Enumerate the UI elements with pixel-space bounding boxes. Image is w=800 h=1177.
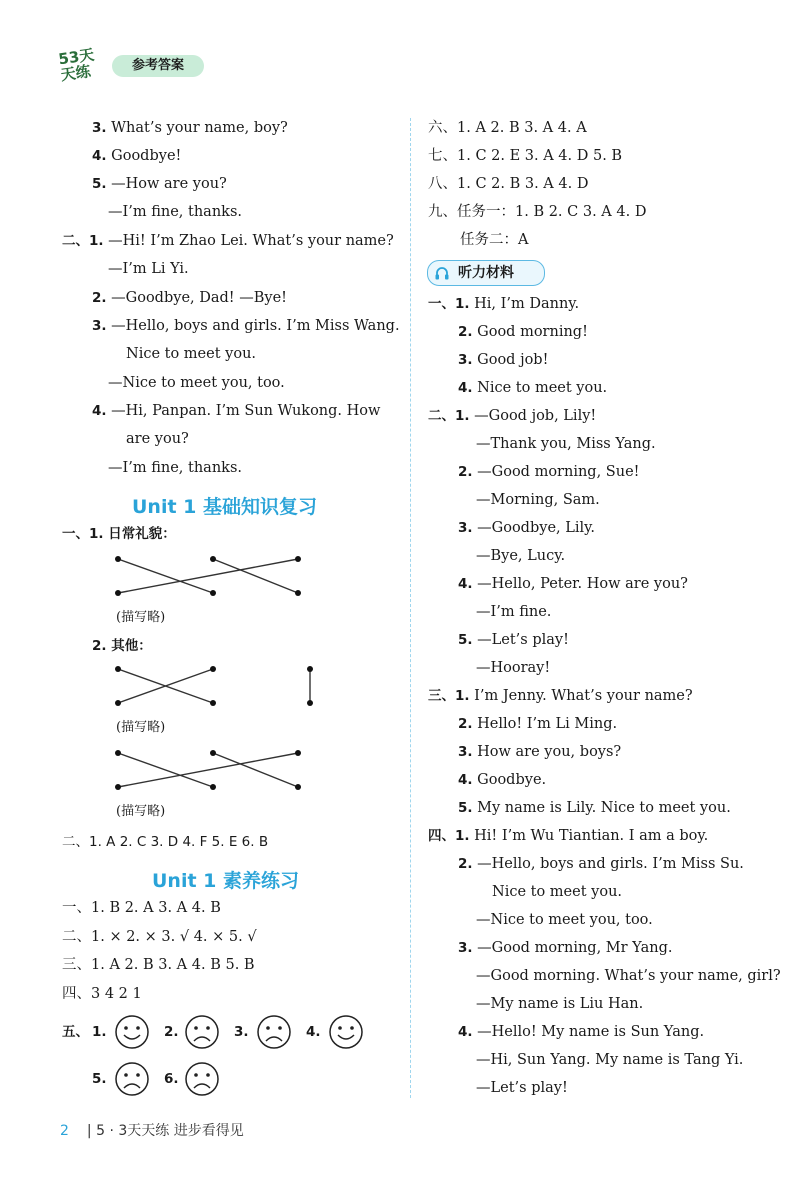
answer-row: 任务二：A — [460, 232, 529, 248]
listening-line: —Hi, Sun Yang. My name is Tang Yi. — [476, 1052, 744, 1068]
matching-lines-1 — [108, 550, 308, 600]
answer-line: —Nice to meet you, too. — [108, 375, 285, 391]
footer-slogan: | 5 · 3天天练 进步看得见 — [86, 1123, 244, 1139]
answer-row: 六、1. A 2. B 3. A 4. A — [428, 120, 587, 136]
answer-row: 二、1. A 2. C 3. D 4. F 5. E 6. B — [62, 834, 269, 850]
listening-line: —I’m fine. — [476, 604, 552, 620]
question-label: 2. 其他： — [92, 638, 152, 654]
answer-line: 二、1. —Hi! I’m Zhao Lei. What’s your name? — [62, 233, 394, 249]
happy-face-icon — [114, 1014, 150, 1050]
face-number: 2. — [164, 1024, 179, 1040]
listening-line: 2. Hello! I’m Li Ming. — [458, 716, 618, 732]
answer-line: —I’m fine, thanks. — [108, 460, 242, 476]
listening-line: 3. How are you, boys? — [458, 744, 622, 760]
answer-line: 4. —Hi, Panpan. I’m Sun Wukong. How — [92, 403, 381, 419]
note-text: (描写略) — [116, 610, 166, 625]
listening-line: 2. Good morning! — [458, 324, 588, 340]
note-text: (描写略) — [116, 720, 166, 735]
answer-line: Nice to meet you. — [126, 346, 257, 362]
listening-line: 二、1. —Good job, Lily! — [428, 408, 597, 424]
answer-row: 四、3 4 2 1 — [62, 986, 142, 1002]
page-number: 2 — [60, 1123, 69, 1139]
matching-lines-2 — [108, 660, 318, 710]
section-title-unit1-literacy: Unit 1 素养练习 — [152, 870, 299, 892]
sad-face-icon — [184, 1061, 220, 1097]
answer-row: 二、1. × 2. × 3. √ 4. × 5. √ — [62, 929, 257, 945]
answer-line: 4. Goodbye! — [92, 148, 182, 164]
listening-line: —Good morning. What’s your name, girl? — [476, 968, 781, 984]
listening-line: 5. My name is Lily. Nice to meet you. — [458, 800, 731, 816]
answer-line: —I’m fine, thanks. — [108, 204, 242, 220]
question-label: 一、1. 日常礼貌： — [62, 526, 176, 542]
listening-line: 三、1. I’m Jenny. What’s your name? — [428, 688, 693, 704]
listening-line: —Morning, Sam. — [476, 492, 600, 508]
face-number: 4. — [306, 1024, 321, 1040]
column-divider — [410, 118, 411, 1098]
listening-line: Nice to meet you. — [492, 884, 623, 900]
answer-line: —I’m Li Yi. — [108, 261, 189, 277]
answer-line: are you? — [126, 431, 189, 447]
note-text: (描写略) — [116, 804, 166, 819]
face-number: 1. — [92, 1024, 107, 1040]
matching-lines-3 — [108, 744, 308, 794]
listening-line: 2. —Hello, boys and girls. I’m Miss Su. — [458, 856, 744, 872]
listening-line: 4. —Hello, Peter. How are you? — [458, 576, 688, 592]
sad-face-icon — [114, 1061, 150, 1097]
sad-face-icon — [256, 1014, 292, 1050]
listening-line: 2. —Good morning, Sue! — [458, 464, 640, 480]
answer-row: 七、1. C 2. E 3. A 4. D 5. B — [428, 148, 623, 164]
listening-title: 听力材料 — [458, 265, 514, 281]
listening-line: —Thank you, Miss Yang. — [476, 436, 656, 452]
page-footer — [60, 1120, 244, 1140]
face-number: 3. — [234, 1024, 249, 1040]
answer-line: 2. —Goodbye, Dad! —Bye! — [92, 290, 287, 306]
listening-line: 4. Nice to meet you. — [458, 380, 608, 396]
sad-face-icon — [184, 1014, 220, 1050]
listening-line: 3. —Goodbye, Lily. — [458, 520, 596, 536]
listening-line: 3. —Good morning, Mr Yang. — [458, 940, 673, 956]
headphones-icon — [434, 265, 450, 281]
face-number: 6. — [164, 1071, 179, 1087]
answer-row: 九、任务一：1. B 2. C 3. A 4. D — [428, 204, 647, 220]
answer-line: 5. —How are you? — [92, 176, 227, 192]
section-title-unit1-basic: Unit 1 基础知识复习 — [132, 496, 317, 518]
answer-line: 3. —Hello, boys and girls. I’m Miss Wang. — [92, 318, 400, 334]
brand-logo: 53天天练 — [57, 45, 96, 85]
listening-materials-heading — [427, 260, 545, 286]
listening-line: —My name is Liu Han. — [476, 996, 644, 1012]
listening-line: 一、1. Hi, I’m Danny. — [428, 296, 580, 312]
listening-line: —Let’s play! — [476, 1080, 568, 1096]
answer-row: 一、1. B 2. A 3. A 4. B — [62, 900, 221, 916]
face-number: 5. — [92, 1071, 107, 1087]
answer-row: 八、1. C 2. B 3. A 4. D — [428, 176, 589, 192]
listening-line: —Nice to meet you, too. — [476, 912, 653, 928]
listening-line: —Hooray! — [476, 660, 551, 676]
happy-face-icon — [328, 1014, 364, 1050]
listening-line: 4. —Hello! My name is Sun Yang. — [458, 1024, 705, 1040]
listening-line: 3. Good job! — [458, 352, 549, 368]
answer-key-badge: 参考答案 — [112, 55, 204, 77]
answer-line: 3. What’s your name, boy? — [92, 120, 288, 136]
answer-row: 三、1. A 2. B 3. A 4. B 5. B — [62, 957, 255, 973]
listening-line: 5. —Let’s play! — [458, 632, 569, 648]
question-label: 五、 — [62, 1024, 89, 1040]
listening-line: —Bye, Lucy. — [476, 548, 566, 564]
listening-line: 四、1. Hi! I’m Wu Tiantian. I am a boy. — [428, 828, 709, 844]
listening-line: 4. Goodbye. — [458, 772, 547, 788]
